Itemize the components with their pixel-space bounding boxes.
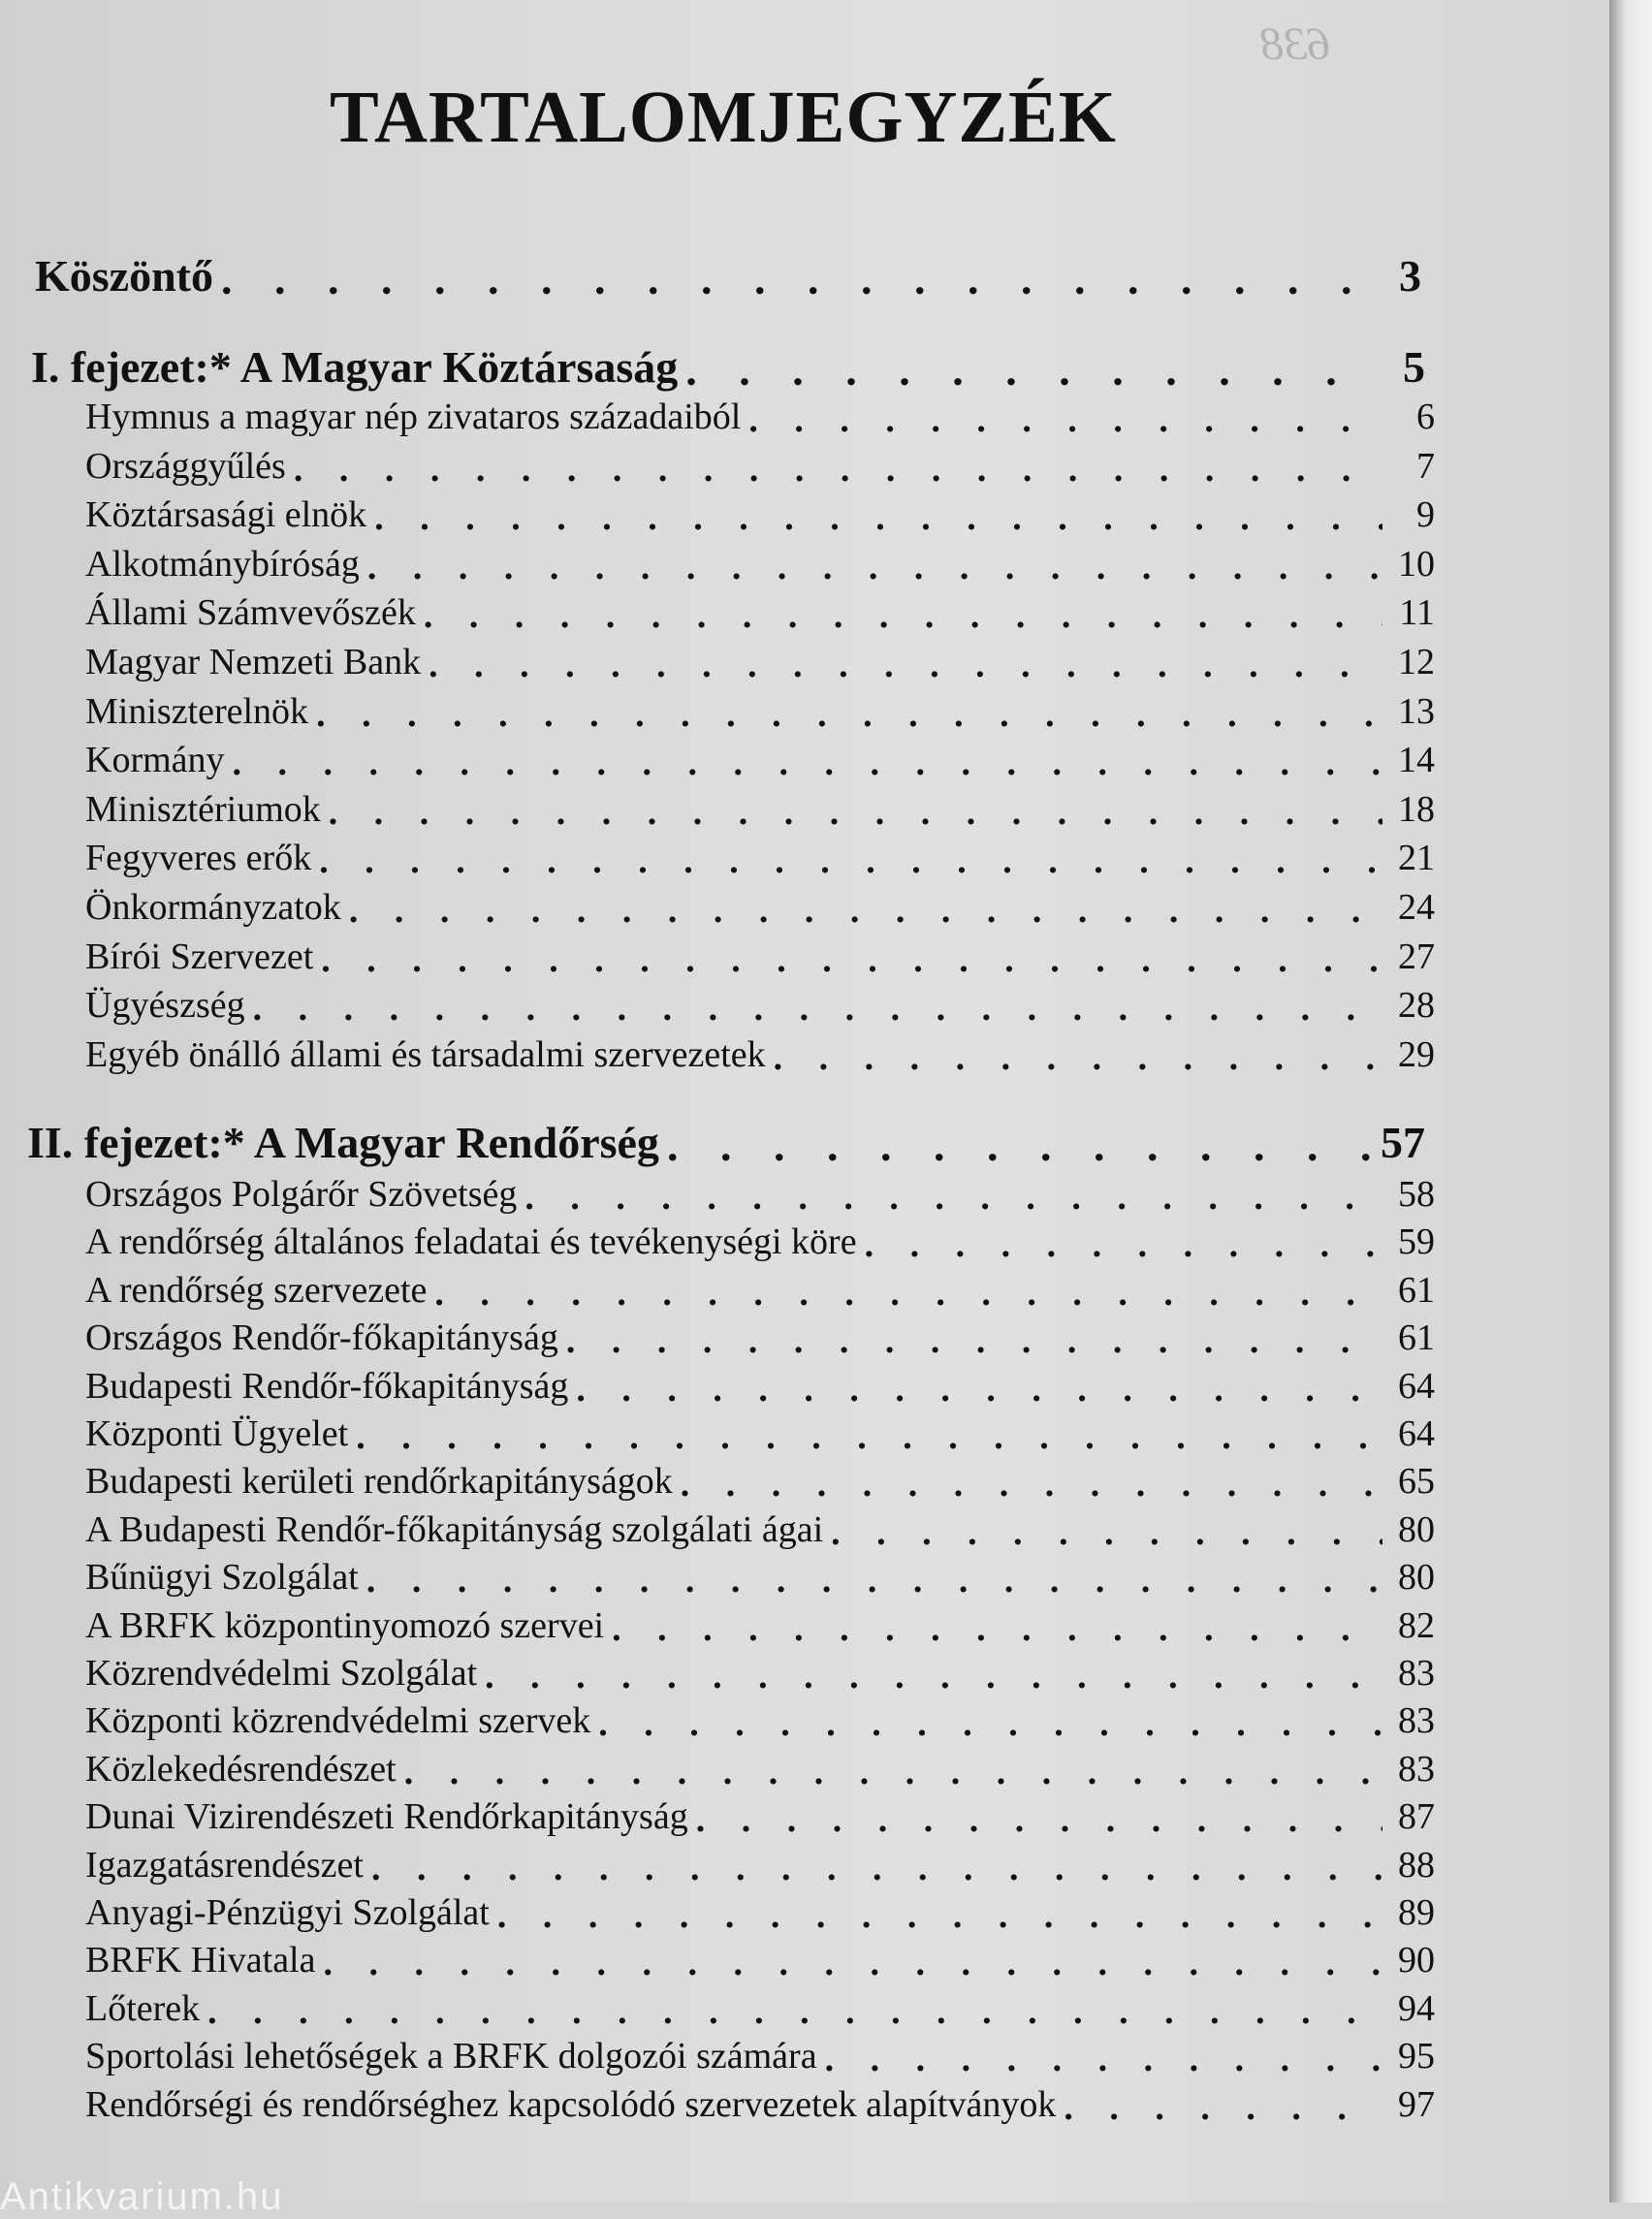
toc-chapter-page: 5 [1403, 342, 1425, 392]
dot-leader [207, 1993, 1382, 2030]
toc-entry-page: 24 [1398, 887, 1435, 928]
toc-entry-page: 14 [1398, 740, 1435, 780]
toc-entry-page: 13 [1398, 691, 1435, 732]
toc-entry-label: Dunai Vizirendészeti Rendőrkapitányság [85, 1796, 688, 1837]
dot-leader [1064, 2089, 1382, 2126]
toc-entry-row[interactable] [85, 1316, 1435, 1359]
toc-entry-label: Központi közrendvédelmi szervek [85, 1700, 591, 1741]
toc-entry-label: Magyar Nemzeti Bank [85, 642, 422, 682]
dot-leader [612, 1610, 1382, 1647]
dot-leader [576, 1371, 1382, 1408]
toc-chapter-row[interactable] [27, 1117, 1425, 1168]
toc-entry-label: Miniszterelnök [85, 691, 309, 732]
dot-leader [424, 597, 1382, 634]
page-title: TARTALOMJEGYZÉK [330, 77, 1117, 158]
toc-entry-page: 61 [1398, 1270, 1435, 1311]
dot-leader [233, 745, 1382, 781]
toc-entry-page: 82 [1398, 1605, 1435, 1646]
toc-entry-row[interactable] [85, 1748, 1435, 1791]
toc-entry-page: 28 [1398, 985, 1435, 1026]
toc-chapter-label: I. fejezet:* A Magyar Köztársaság [31, 342, 679, 392]
toc-entry-page: 94 [1398, 1988, 1435, 2029]
toc-entry-label: Budapesti kerületi rendőrkapitányságok [85, 1461, 673, 1502]
dot-leader [221, 257, 1369, 301]
toc-entry-row[interactable] [85, 1652, 1435, 1695]
toc-entry-row[interactable] [85, 1604, 1435, 1647]
dot-leader [404, 1754, 1382, 1791]
toc-entry-label: A rendőrség szervezete [85, 1270, 428, 1311]
toc-entry-label: Közrendvédelmi Szolgálat [85, 1653, 478, 1694]
toc-entry-row[interactable] [85, 837, 1435, 879]
dot-leader [374, 499, 1382, 536]
toc-entry-label: A rendőrség általános feladatai és tevékenységi köre [85, 1221, 857, 1262]
toc-entry-page: 88 [1398, 1845, 1435, 1886]
toc-entry-page: 11 [1399, 592, 1435, 633]
toc-entry-page: 89 [1398, 1892, 1435, 1933]
toc-entry-label: Fegyveres erők [85, 838, 312, 878]
toc-entry-row[interactable] [85, 1699, 1435, 1742]
toc-intro-row[interactable] [35, 250, 1421, 301]
page-edge [1609, 0, 1652, 2203]
toc-entry-page: 18 [1398, 789, 1435, 830]
toc-entry-row[interactable] [85, 641, 1435, 683]
toc-entry-label: Országgyűlés [85, 446, 286, 487]
toc-entry-page: 59 [1398, 1221, 1435, 1262]
toc-entry-row[interactable] [85, 1939, 1435, 1981]
toc-entry-row[interactable] [85, 396, 1435, 438]
toc-entry-page: 27 [1398, 936, 1435, 977]
toc-entry-row[interactable] [85, 1508, 1435, 1551]
toc-entry-page: 7 [1416, 446, 1435, 487]
toc-entry-row[interactable] [85, 2083, 1435, 2126]
dot-leader [497, 1897, 1382, 1934]
dot-leader [323, 1945, 1382, 1981]
dot-leader [485, 1658, 1382, 1695]
toc-entry-row[interactable] [85, 2035, 1435, 2077]
toc-entry-page: 90 [1398, 1940, 1435, 1981]
toc-entry-label: Állami Számvevőszék [85, 592, 416, 633]
toc-entry-row[interactable] [85, 935, 1435, 978]
toc-entry-page: 64 [1398, 1413, 1435, 1454]
toc-entry-label: Minisztériumok [85, 789, 321, 830]
toc-entry-page: 80 [1398, 1509, 1435, 1550]
toc-entry-page: 29 [1398, 1034, 1435, 1075]
toc-entry-row[interactable] [85, 739, 1435, 781]
watermark: Antikvarium.hu [0, 2175, 284, 2218]
toc-entry-page: 12 [1398, 642, 1435, 682]
toc-entry-row[interactable] [85, 1556, 1435, 1599]
toc-entry-row[interactable] [85, 690, 1435, 733]
dot-leader [685, 348, 1373, 393]
toc-entry-label: BRFK Hivatala [85, 1940, 316, 1981]
toc-entry-label: Lőterek [85, 1988, 201, 2029]
toc-entry-row[interactable] [85, 1033, 1435, 1076]
dot-leader [367, 549, 1382, 586]
dot-leader [434, 1275, 1382, 1312]
toc-entry-label: Alkotmánybíróság [85, 544, 360, 585]
toc-entry-page: 87 [1398, 1796, 1435, 1837]
dot-leader [294, 451, 1382, 488]
toc-entry-row[interactable] [85, 1891, 1435, 1934]
bleed-through-page-number: 638 [1260, 18, 1330, 70]
toc-entry-row[interactable] [85, 543, 1435, 586]
toc-entry-row[interactable] [85, 886, 1435, 929]
toc-entry-row[interactable] [85, 1220, 1435, 1263]
toc-entry-row[interactable] [85, 591, 1435, 634]
toc-entry-label: Budapesti Rendőr-főkapitányság [85, 1366, 569, 1407]
toc-entry-row[interactable] [85, 984, 1435, 1027]
toc-entry-page: 9 [1416, 494, 1435, 535]
toc-entry-label: Bűnügyi Szolgálat [85, 1557, 359, 1598]
toc-intro-page: 3 [1399, 251, 1421, 301]
dot-leader [356, 1418, 1382, 1455]
dot-leader [667, 1124, 1373, 1168]
toc-entry-row[interactable] [85, 1460, 1435, 1503]
toc-entry-label: Ügyészség [85, 985, 245, 1026]
toc-entry-row[interactable] [85, 1412, 1435, 1455]
toc-entry-label: Egyéb önálló állami és társadalmi szervezetek [85, 1034, 766, 1075]
toc-entry-label: Országos Rendőr-főkapitányság [85, 1317, 558, 1358]
toc-entry-label: Közlekedésrendészet [85, 1749, 397, 1790]
toc-entry-label: Igazgatásrendészet [85, 1845, 364, 1886]
dot-leader [524, 1179, 1382, 1216]
dot-leader [429, 647, 1382, 683]
toc-entry-label: Hymnus a magyar nép zivataros századaiból [85, 396, 742, 437]
toc-entry-label: Kormány [85, 740, 225, 780]
toc-entry-row[interactable] [85, 493, 1435, 536]
dot-leader [681, 1466, 1382, 1503]
dot-leader [319, 842, 1382, 879]
dot-leader [825, 2041, 1382, 2077]
toc-entry-page: 10 [1398, 544, 1435, 585]
toc-intro-label: Köszöntő [35, 251, 213, 301]
toc-entry-page: 58 [1398, 1174, 1435, 1215]
toc-entry-row[interactable] [85, 788, 1435, 831]
toc-entry-row[interactable] [85, 1269, 1435, 1312]
dot-leader [748, 401, 1382, 438]
toc-entry-row[interactable] [85, 1173, 1435, 1216]
toc-entry-page: 64 [1398, 1366, 1435, 1407]
dot-leader [831, 1514, 1382, 1551]
toc-entry-page: 65 [1398, 1461, 1435, 1502]
toc-entry-row[interactable] [85, 1795, 1435, 1838]
toc-entry-label: Köztársasági elnök [85, 494, 367, 535]
toc-entry-row[interactable] [85, 1844, 1435, 1886]
toc-entry-page: 97 [1398, 2084, 1435, 2125]
toc-entry-label: Bírói Szervezet [85, 936, 314, 977]
dot-leader [321, 941, 1382, 978]
dot-leader [598, 1705, 1382, 1742]
dot-leader [566, 1322, 1382, 1359]
toc-entry-page: 83 [1398, 1653, 1435, 1694]
toc-entry-page: 80 [1398, 1557, 1435, 1598]
toc-entry-label: Önkormányzatok [85, 887, 341, 928]
toc-entry-label: Országos Polgárőr Szövetség [85, 1174, 518, 1215]
toc-entry-page: 6 [1416, 396, 1435, 437]
toc-entry-page: 21 [1398, 838, 1435, 878]
dot-leader [253, 990, 1382, 1027]
toc-entry-page: 83 [1398, 1749, 1435, 1790]
dot-leader [696, 1801, 1382, 1838]
dot-leader [316, 696, 1382, 733]
toc-entry-page: 83 [1398, 1700, 1435, 1741]
toc-entry-label: A Budapesti Rendőr-főkapitányság szolgálati ágai [85, 1509, 824, 1550]
toc-chapter-page: 57 [1381, 1118, 1425, 1167]
dot-leader [865, 1226, 1382, 1263]
toc-chapter-row[interactable] [31, 341, 1425, 393]
toc-entry-row[interactable] [85, 445, 1435, 488]
dot-leader [366, 1562, 1382, 1599]
toc-chapter-label: II. fejezet:* A Magyar Rendőrség [27, 1118, 659, 1167]
toc-entry-label: Rendőrségi és rendőrséghez kapcsolódó szervezetek alapítványok [85, 2084, 1057, 2125]
dot-leader [371, 1850, 1382, 1886]
dot-leader [349, 892, 1382, 929]
toc-entry-page: 61 [1398, 1317, 1435, 1358]
toc-entry-label: A BRFK központinyomozó szervei [85, 1605, 605, 1646]
toc-entry-label: Sportolási lehetőségek a BRFK dolgozói számára [85, 2036, 817, 2076]
toc-entry-row[interactable] [85, 1987, 1435, 2030]
toc-entry-row[interactable] [85, 1365, 1435, 1408]
toc-entry-page: 95 [1398, 2036, 1435, 2076]
toc-entry-label: Anyagi-Pénzügyi Szolgálat [85, 1892, 490, 1933]
dot-leader [774, 1039, 1382, 1076]
toc-entry-label: Központi Ügyelet [85, 1413, 349, 1454]
dot-leader [329, 794, 1382, 831]
